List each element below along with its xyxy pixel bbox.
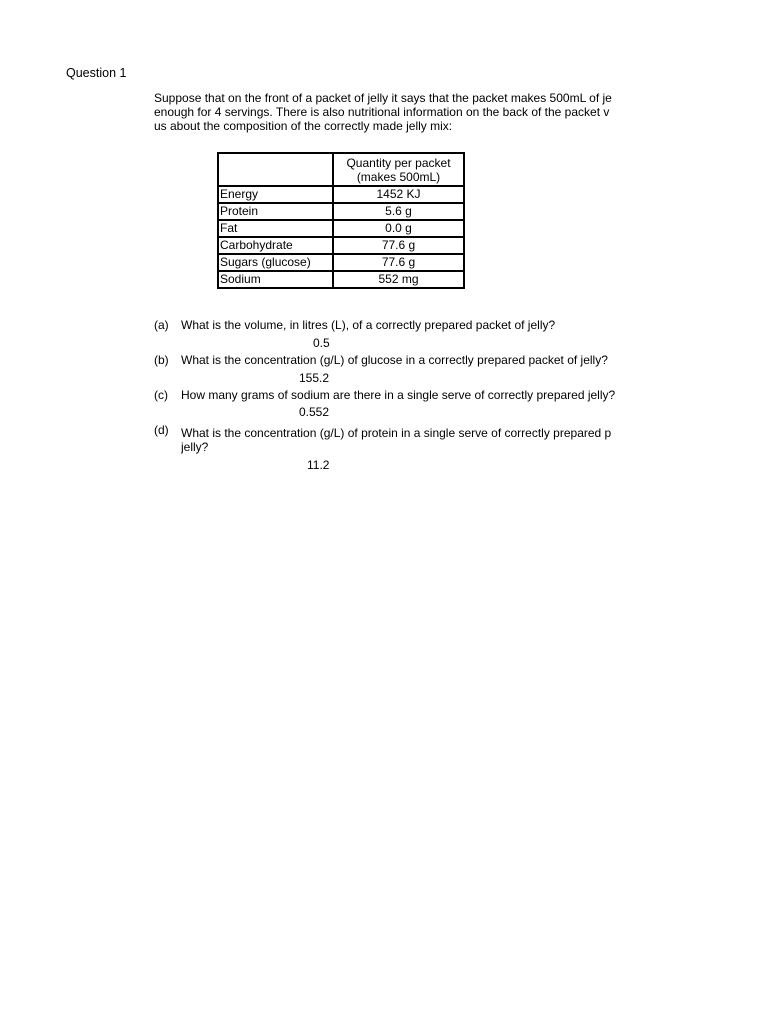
table-row-label: Sodium (218, 271, 333, 288)
table-row-label: Carbohydrate (218, 237, 333, 254)
table-row (218, 186, 464, 203)
table-header-line-1: Quantity per packet (346, 155, 451, 170)
table-row-value: 77.6 g (333, 237, 464, 254)
question-c-answer: 0.552 (299, 405, 330, 419)
table-header-row (218, 153, 464, 186)
table-row-value: 1452 KJ (333, 186, 464, 203)
question-b-letter: (b) (154, 353, 169, 367)
question-b-text: What is the concentration (g/L) of glucose in a correctly prepared packet of jelly? (181, 353, 608, 367)
table-row-label: Sugars (glucose) (218, 254, 333, 271)
question-d-letter: (d) (154, 423, 169, 437)
table-row (218, 254, 464, 271)
intro-line-3: us about the composition of the correctly made jelly mix: (154, 119, 453, 133)
table-header-label (218, 153, 333, 186)
table-row-value: 77.6 g (333, 254, 464, 271)
table-row-value: 552 mg (333, 271, 464, 288)
nutrition-table (217, 152, 465, 289)
table-row-value: 0.0 g (333, 220, 464, 237)
question-a-answer: 0.5 (313, 336, 330, 350)
table-row-label: Energy (218, 186, 333, 203)
table-row (218, 203, 464, 220)
question-title: Question 1 (66, 66, 127, 80)
question-d-text: What is the concentration (g/L) of protein in a single serve of correctly prepared p (181, 426, 612, 440)
table-row (218, 271, 464, 288)
question-c-letter: (c) (154, 388, 168, 402)
question-a-text: What is the volume, in litres (L), of a correctly prepared packet of jelly? (181, 318, 556, 332)
table-header-line-2: (makes 500mL) (356, 169, 441, 184)
table-row (218, 237, 464, 254)
table-row-label: Fat (218, 220, 333, 237)
question-b-answer: 155.2 (299, 371, 330, 385)
table-header-value (333, 153, 464, 186)
question-a-letter: (a) (154, 318, 169, 332)
table-row (218, 220, 464, 237)
question-d-answer: 11.2 (307, 458, 330, 472)
intro-line-1: Suppose that on the front of a packet of jelly it says that the packet makes 500mL of je (154, 91, 612, 105)
question-c-text: How many grams of sodium are there in a single serve of correctly prepared jelly? (181, 388, 616, 402)
intro-line-2: enough for 4 servings. There is also nutritional information on the back of the packet ᴠ (154, 105, 610, 119)
intro-paragraph (154, 91, 652, 133)
table-row-value: 5.6 g (333, 203, 464, 220)
question-d-text-line-2: jelly? (181, 440, 209, 454)
table-row-label: Protein (218, 203, 333, 220)
